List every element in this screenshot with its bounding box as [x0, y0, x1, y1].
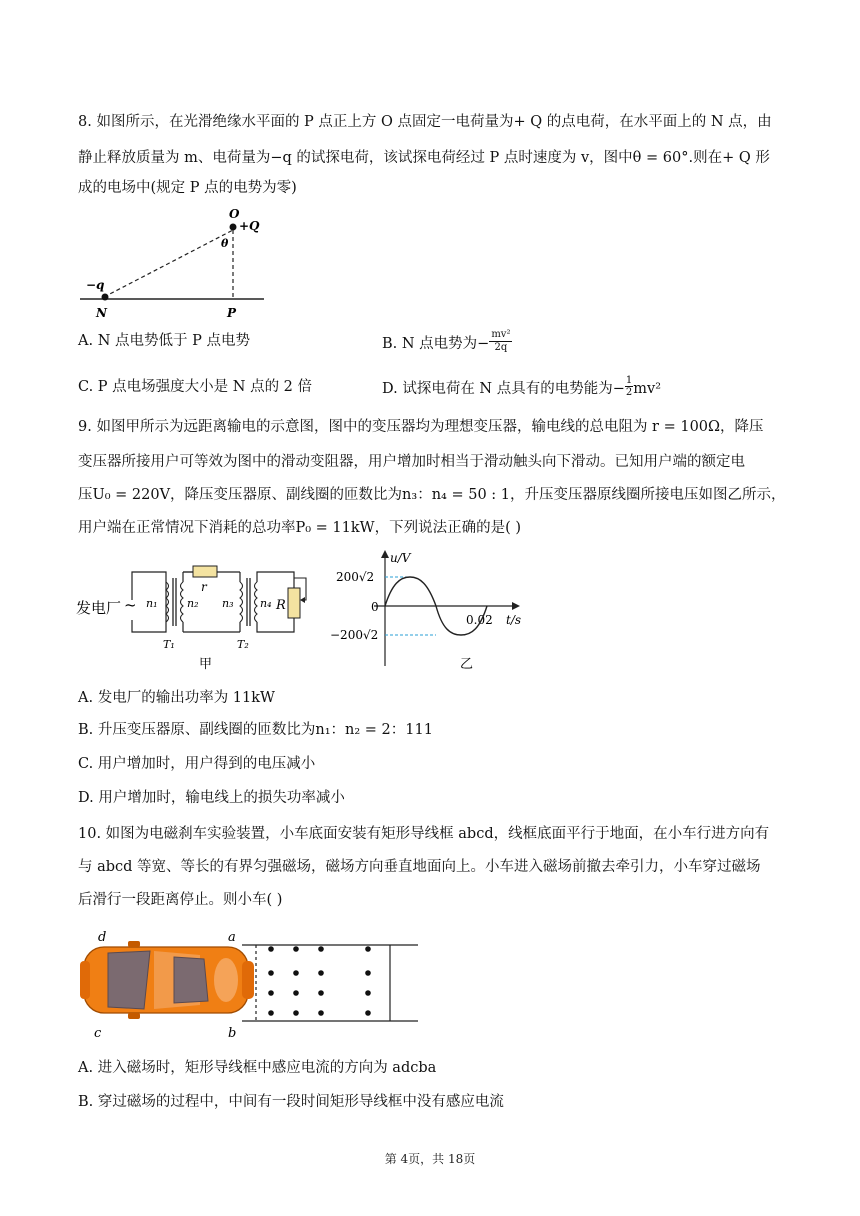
caption-yi: 乙: [460, 657, 474, 672]
caption-jia: 甲: [199, 657, 213, 672]
label-minus-q: −q: [86, 278, 105, 292]
ac-source-symbol: ~: [124, 596, 137, 614]
label-theta: θ: [221, 237, 229, 250]
x-axis-label: t/s: [506, 613, 522, 627]
q9-line-1: 9. 如图甲所示为远距离输电的示意图，图中的变压器均为理想变压器，输电线的总电阻为 r = 100Ω，降压: [78, 419, 764, 435]
q9-line-3: 压U₀ = 220V，降压变压器原、副线圈的匝数比为n₃：n₄ = 50 : 1，升压变压器原线圈所接电压如图乙所示，: [78, 487, 786, 503]
label-b: b: [228, 1026, 237, 1040]
label-n2: n₂: [187, 597, 199, 610]
magnetic-field-dots: [268, 946, 371, 1016]
x-tick-label: 0.02: [466, 613, 493, 627]
q9-figure-jia: [76, 560, 331, 675]
label-N: N: [96, 306, 107, 320]
label-r: r: [201, 580, 207, 594]
label-n4: n₄: [260, 597, 272, 610]
label-R: R: [276, 598, 286, 613]
q9-figure-yi: [330, 548, 530, 676]
q8-option-a: A. N 点电势低于 P 点电势: [78, 333, 250, 349]
y-axis-label: u/V: [390, 551, 411, 565]
q8-line-1: 8. 如图所示，在光滑绝缘水平面的 P 点正上方 O 点固定一电荷量为+ Q 的点电荷，在水平面上的 N 点，由: [78, 114, 772, 130]
label-a: a: [228, 930, 236, 945]
q10-line-3: 后滑行一段距离停止。则小车( ): [78, 892, 283, 908]
q8-option-b: B. N 点电势为− $\frac{\text{mv²}}{2q}$: [382, 329, 511, 353]
q8-line-3: 成的电场中(规定 P 点的电势为零): [78, 180, 297, 196]
q9-line-2: 变压器所接用户可等效为图中的滑动变阻器，用户增加时相当于滑动触头向下滑动。已知用户端的额定电: [78, 454, 745, 470]
label-plus-Q: +Q: [239, 219, 260, 233]
q9-option-c: C. 用户增加时，用户得到的电压减小: [78, 756, 316, 772]
q9-line-4: 用户端在正常情况下消耗的总功率P₀ = 11kW，下列说法正确的是( ): [78, 520, 521, 536]
label-power-plant: 发电厂: [76, 599, 122, 617]
q10-line-1: 10. 如图为电磁刹车实验装置，小车底面安装有矩形导线框 abcd，线框底面平行于地面，在小车行进方向有: [78, 826, 770, 842]
q8-option-c: C. P 点电场强度大小是 N 点的 2 倍: [78, 379, 313, 395]
car-icon: [80, 941, 254, 1019]
label-T1: T₁: [163, 638, 175, 651]
q9-option-d: D. 用户增加时，输电线上的损失功率减小: [78, 790, 345, 806]
q10-option-b: B. 穿过磁场的过程中，中间有一段时间矩形导线框中没有感应电流: [78, 1094, 504, 1110]
label-d: d: [98, 930, 107, 945]
q9-option-b: B. 升压变压器原、副线圈的匝数比为n₁：n₂ = 2：111: [78, 722, 433, 738]
label-T2: T₂: [237, 638, 249, 651]
label-P: P: [227, 306, 237, 320]
y-tick-top: 200√2: [336, 570, 375, 584]
q10-option-a: A. 进入磁场时，矩形导线框中感应电流的方向为 adcba: [78, 1060, 437, 1076]
page-footer: 第 4页，共 18页: [384, 1152, 476, 1166]
label-c: c: [94, 1026, 102, 1040]
q9-option-a: A. 发电厂的输出功率为 11kW: [78, 690, 275, 706]
label-O: O: [229, 207, 240, 221]
q8-figure: [78, 205, 268, 320]
q10-figure: [78, 925, 428, 1040]
y-tick-bottom: −200√2: [330, 628, 379, 642]
q10-line-2: 与 abcd 等宽、等长的有界匀强磁场，磁场方向垂直地面向上。小车进入磁场前撤去牵引力，小车穿过磁场: [78, 859, 761, 875]
q8-line-2: 静止释放质量为 m、电荷量为−q 的试探电荷，该试探电荷经过 P 点时速度为 v，图中θ = 60°.则在+ Q 形: [78, 150, 770, 166]
label-n3: n₃: [222, 597, 234, 610]
label-n1: n₁: [146, 597, 158, 610]
y-tick-zero: 0: [371, 600, 379, 614]
q8-option-d: D. 试探电荷在 N 点具有的电势能为− $\frac{1}{2}$ mv²: [382, 375, 662, 398]
